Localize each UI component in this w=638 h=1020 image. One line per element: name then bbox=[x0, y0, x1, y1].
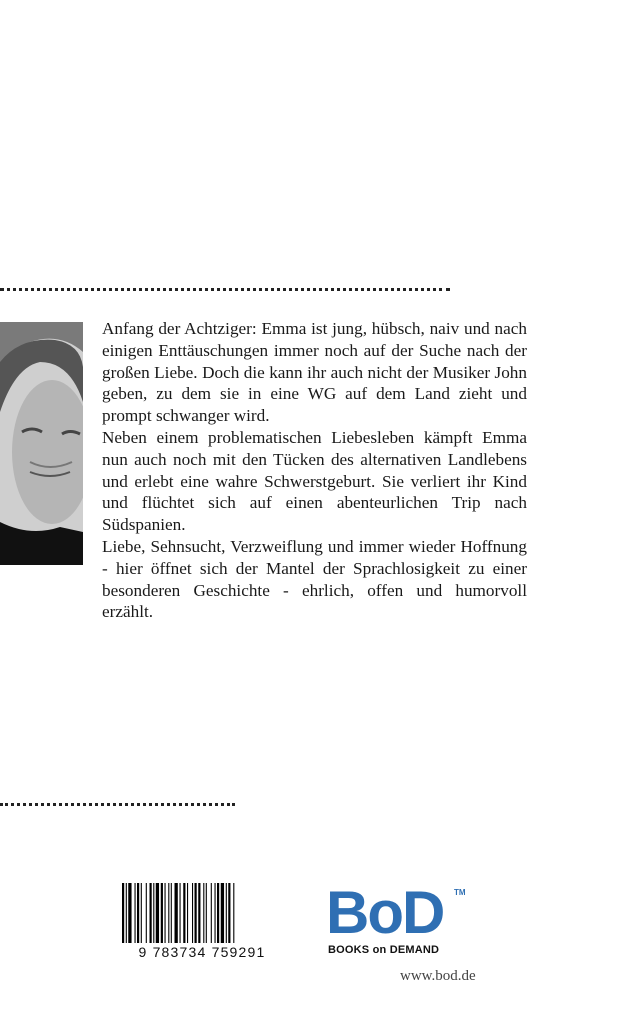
barcode-bar bbox=[187, 883, 188, 943]
barcode-bar bbox=[226, 883, 227, 943]
barcode-bar bbox=[233, 883, 234, 943]
barcode-bar bbox=[150, 883, 152, 943]
dotted-divider-bottom bbox=[0, 803, 235, 806]
author-photo bbox=[0, 322, 83, 565]
barcode-bar bbox=[165, 883, 166, 943]
barcode-bar bbox=[183, 883, 185, 943]
barcode-bar bbox=[128, 883, 131, 943]
barcode-bar bbox=[221, 883, 224, 943]
barcode-bar bbox=[217, 883, 219, 943]
dotted-divider-top bbox=[0, 288, 450, 291]
barcode-bar bbox=[180, 883, 181, 943]
barcode-bar bbox=[195, 883, 197, 943]
barcode-bar bbox=[137, 883, 139, 943]
barcode-bar bbox=[141, 883, 142, 943]
barcode-bar bbox=[156, 883, 159, 943]
barcode-bar bbox=[211, 883, 212, 943]
publisher-url: www.bod.de bbox=[400, 968, 476, 984]
blurb-paragraph-1: Anfang der Achtziger: Emma ist jung, hübsch, naiv und nach einigen Enttäuschungen immer noch auf der Suche nach der großen Liebe. Doch die kann ihr auch nicht der Musiker John geben, zu dem sie in eine WG auf dem Land zieht und prompt schwanger wird. bbox=[102, 319, 527, 426]
barcode-bar bbox=[126, 883, 127, 943]
barcode-bar bbox=[215, 883, 216, 943]
barcode-bar bbox=[161, 883, 163, 943]
barcode-bar bbox=[198, 883, 200, 943]
barcode-bar bbox=[146, 883, 147, 943]
barcode-bar bbox=[203, 883, 204, 943]
barcode-bar bbox=[192, 883, 193, 943]
barcode-bar bbox=[171, 883, 172, 943]
trademark-mark: TM bbox=[454, 888, 466, 897]
barcode-bar bbox=[206, 883, 207, 943]
barcode-bar bbox=[122, 883, 124, 943]
barcode-bar bbox=[153, 883, 154, 943]
barcode-bar bbox=[175, 883, 178, 943]
isbn-number: 9 783734 759291 bbox=[138, 944, 266, 960]
barcode-bar bbox=[168, 883, 169, 943]
barcode-bar bbox=[135, 883, 136, 943]
bod-logo-word: BoD bbox=[326, 879, 444, 946]
barcode-bar bbox=[228, 883, 230, 943]
bod-logo bbox=[326, 879, 466, 958]
bod-tagline: BOOKS on DEMAND bbox=[328, 944, 440, 956]
blurb-paragraph-2: Neben einem problematischen Liebesleben kämpft Emma nun auch noch mit den Tücken des alternativen Landlebens und erlebt eine wahre Schwerstgeburt. Sie verliert ihr Kind und flüchtet sich auf einen abenteurlichen Trip nach Südspanien. bbox=[102, 427, 527, 535]
back-cover-blurb bbox=[102, 318, 527, 623]
blurb-paragraph-3: Liebe, Sehnsucht, Verzweiflung und immer wieder Hoffnung - hier öffnet sich der Mantel der Sprachlosigkeit zu einer besonderen Geschichte - ehrlich, offen und humorvoll erzählt. bbox=[102, 536, 527, 622]
